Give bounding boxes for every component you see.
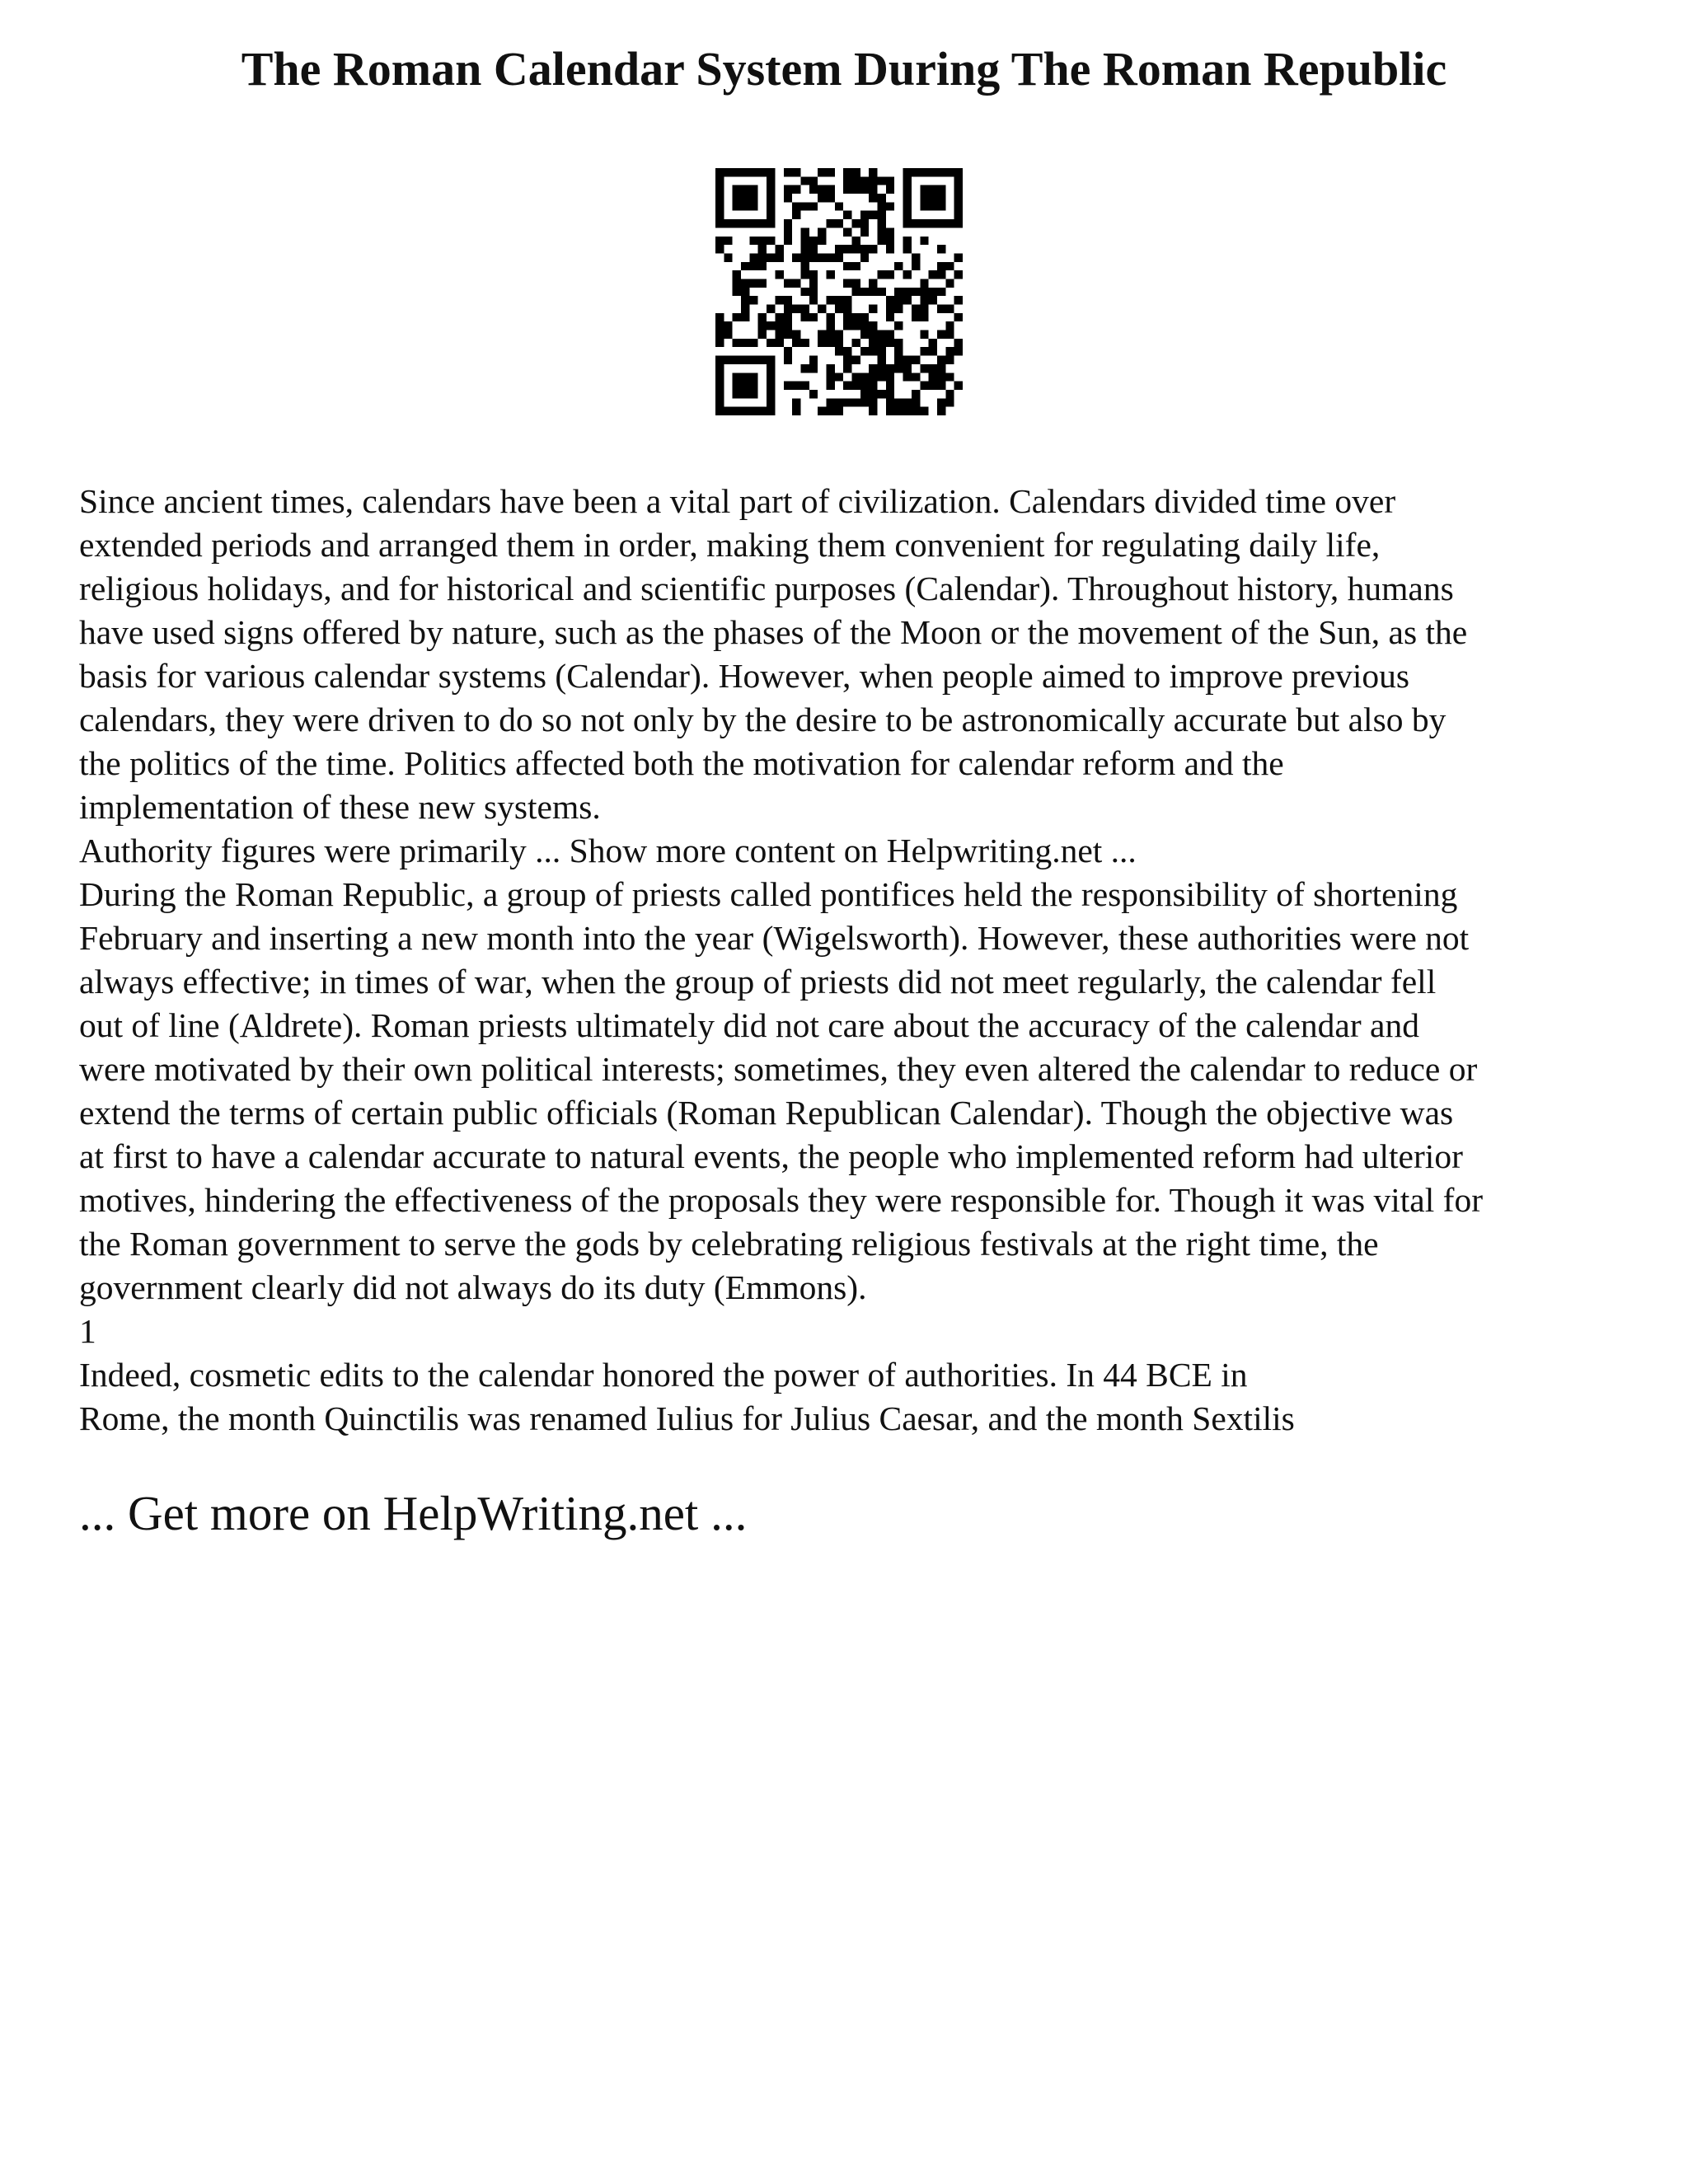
- text-line: government clearly did not always do its duty (Emmons).: [79, 1268, 867, 1306]
- qr-code-icon: [715, 168, 963, 415]
- text-line: basis for various calendar systems (Calendar). However, when people aimed to improve previous: [79, 657, 1410, 695]
- text-line: extended periods and arranged them in order, making them convenient for regulating daily life,: [79, 526, 1381, 564]
- paragraph-intro: [79, 480, 1629, 829]
- text-line: the Roman government to serve the gods by celebrating religious festivals at the right time, the: [79, 1225, 1379, 1263]
- text-line: at first to have a calendar accurate to natural events, the people who implemented reform had ulterior: [79, 1137, 1463, 1175]
- text-line: implementation of these new systems.: [79, 788, 601, 826]
- qr-code-graphic: [715, 168, 963, 415]
- text-line: Rome, the month Quinctilis was renamed Iulius for Julius Caesar, and the month Sextilis: [79, 1399, 1295, 1437]
- get-more-link[interactable]: ... Get more on HelpWriting.net ...: [79, 1486, 748, 1540]
- text-line: Indeed, cosmetic edits to the calendar honored the power of authorities. In 44 BCE in: [79, 1356, 1248, 1394]
- page-number-text: 1: [79, 1312, 96, 1350]
- paragraph-cosmetic-edits: [79, 1353, 1629, 1441]
- text-line: motives, hindering the effectiveness of the proposals they were responsible for. Though it was vital for: [79, 1181, 1484, 1219]
- text-line: were motivated by their own political interests; sometimes, they even altered the calendar to reduce or: [79, 1050, 1478, 1088]
- page-title: The Roman Calendar System During The Roman Republic: [241, 42, 1447, 96]
- text-line: During the Roman Republic, a group of priests called pontifices held the responsibility of shortening: [79, 875, 1458, 913]
- text-line: out of line (Aldrete). Roman priests ultimately did not care about the accuracy of the calendar and: [79, 1006, 1419, 1044]
- text-line: the politics of the time. Politics affected both the motivation for calendar reform and the: [79, 744, 1284, 782]
- show-more-text: Authority figures were primarily ... Show more content on Helpwriting.net ...: [79, 832, 1137, 869]
- text-line: February and inserting a new month into the year (Wigelsworth). However, these authorities were not: [79, 919, 1470, 957]
- text-line: have used signs offered by nature, such as the phases of the Moon or the movement of the Sun, as the: [79, 613, 1468, 651]
- text-line: calendars, they were driven to do so not only by the desire to be astronomically accurate but also by: [79, 701, 1447, 738]
- paragraph-teaser: [79, 829, 1629, 873]
- article-body: [79, 480, 1629, 1441]
- text-line: Since ancient times, calendars have been a vital part of civilization. Calendars divided time over: [79, 482, 1396, 520]
- text-line: extend the terms of certain public officials (Roman Republican Calendar). Though the objective was: [79, 1094, 1454, 1132]
- text-line: always effective; in times of war, when the group of priests did not meet regularly, the calendar fell: [79, 963, 1437, 1001]
- paragraph-roman-republic: [79, 873, 1629, 1310]
- text-line: religious holidays, and for historical and scientific purposes (Calendar). Throughout history, humans: [79, 569, 1454, 607]
- page-number: [79, 1310, 1629, 1353]
